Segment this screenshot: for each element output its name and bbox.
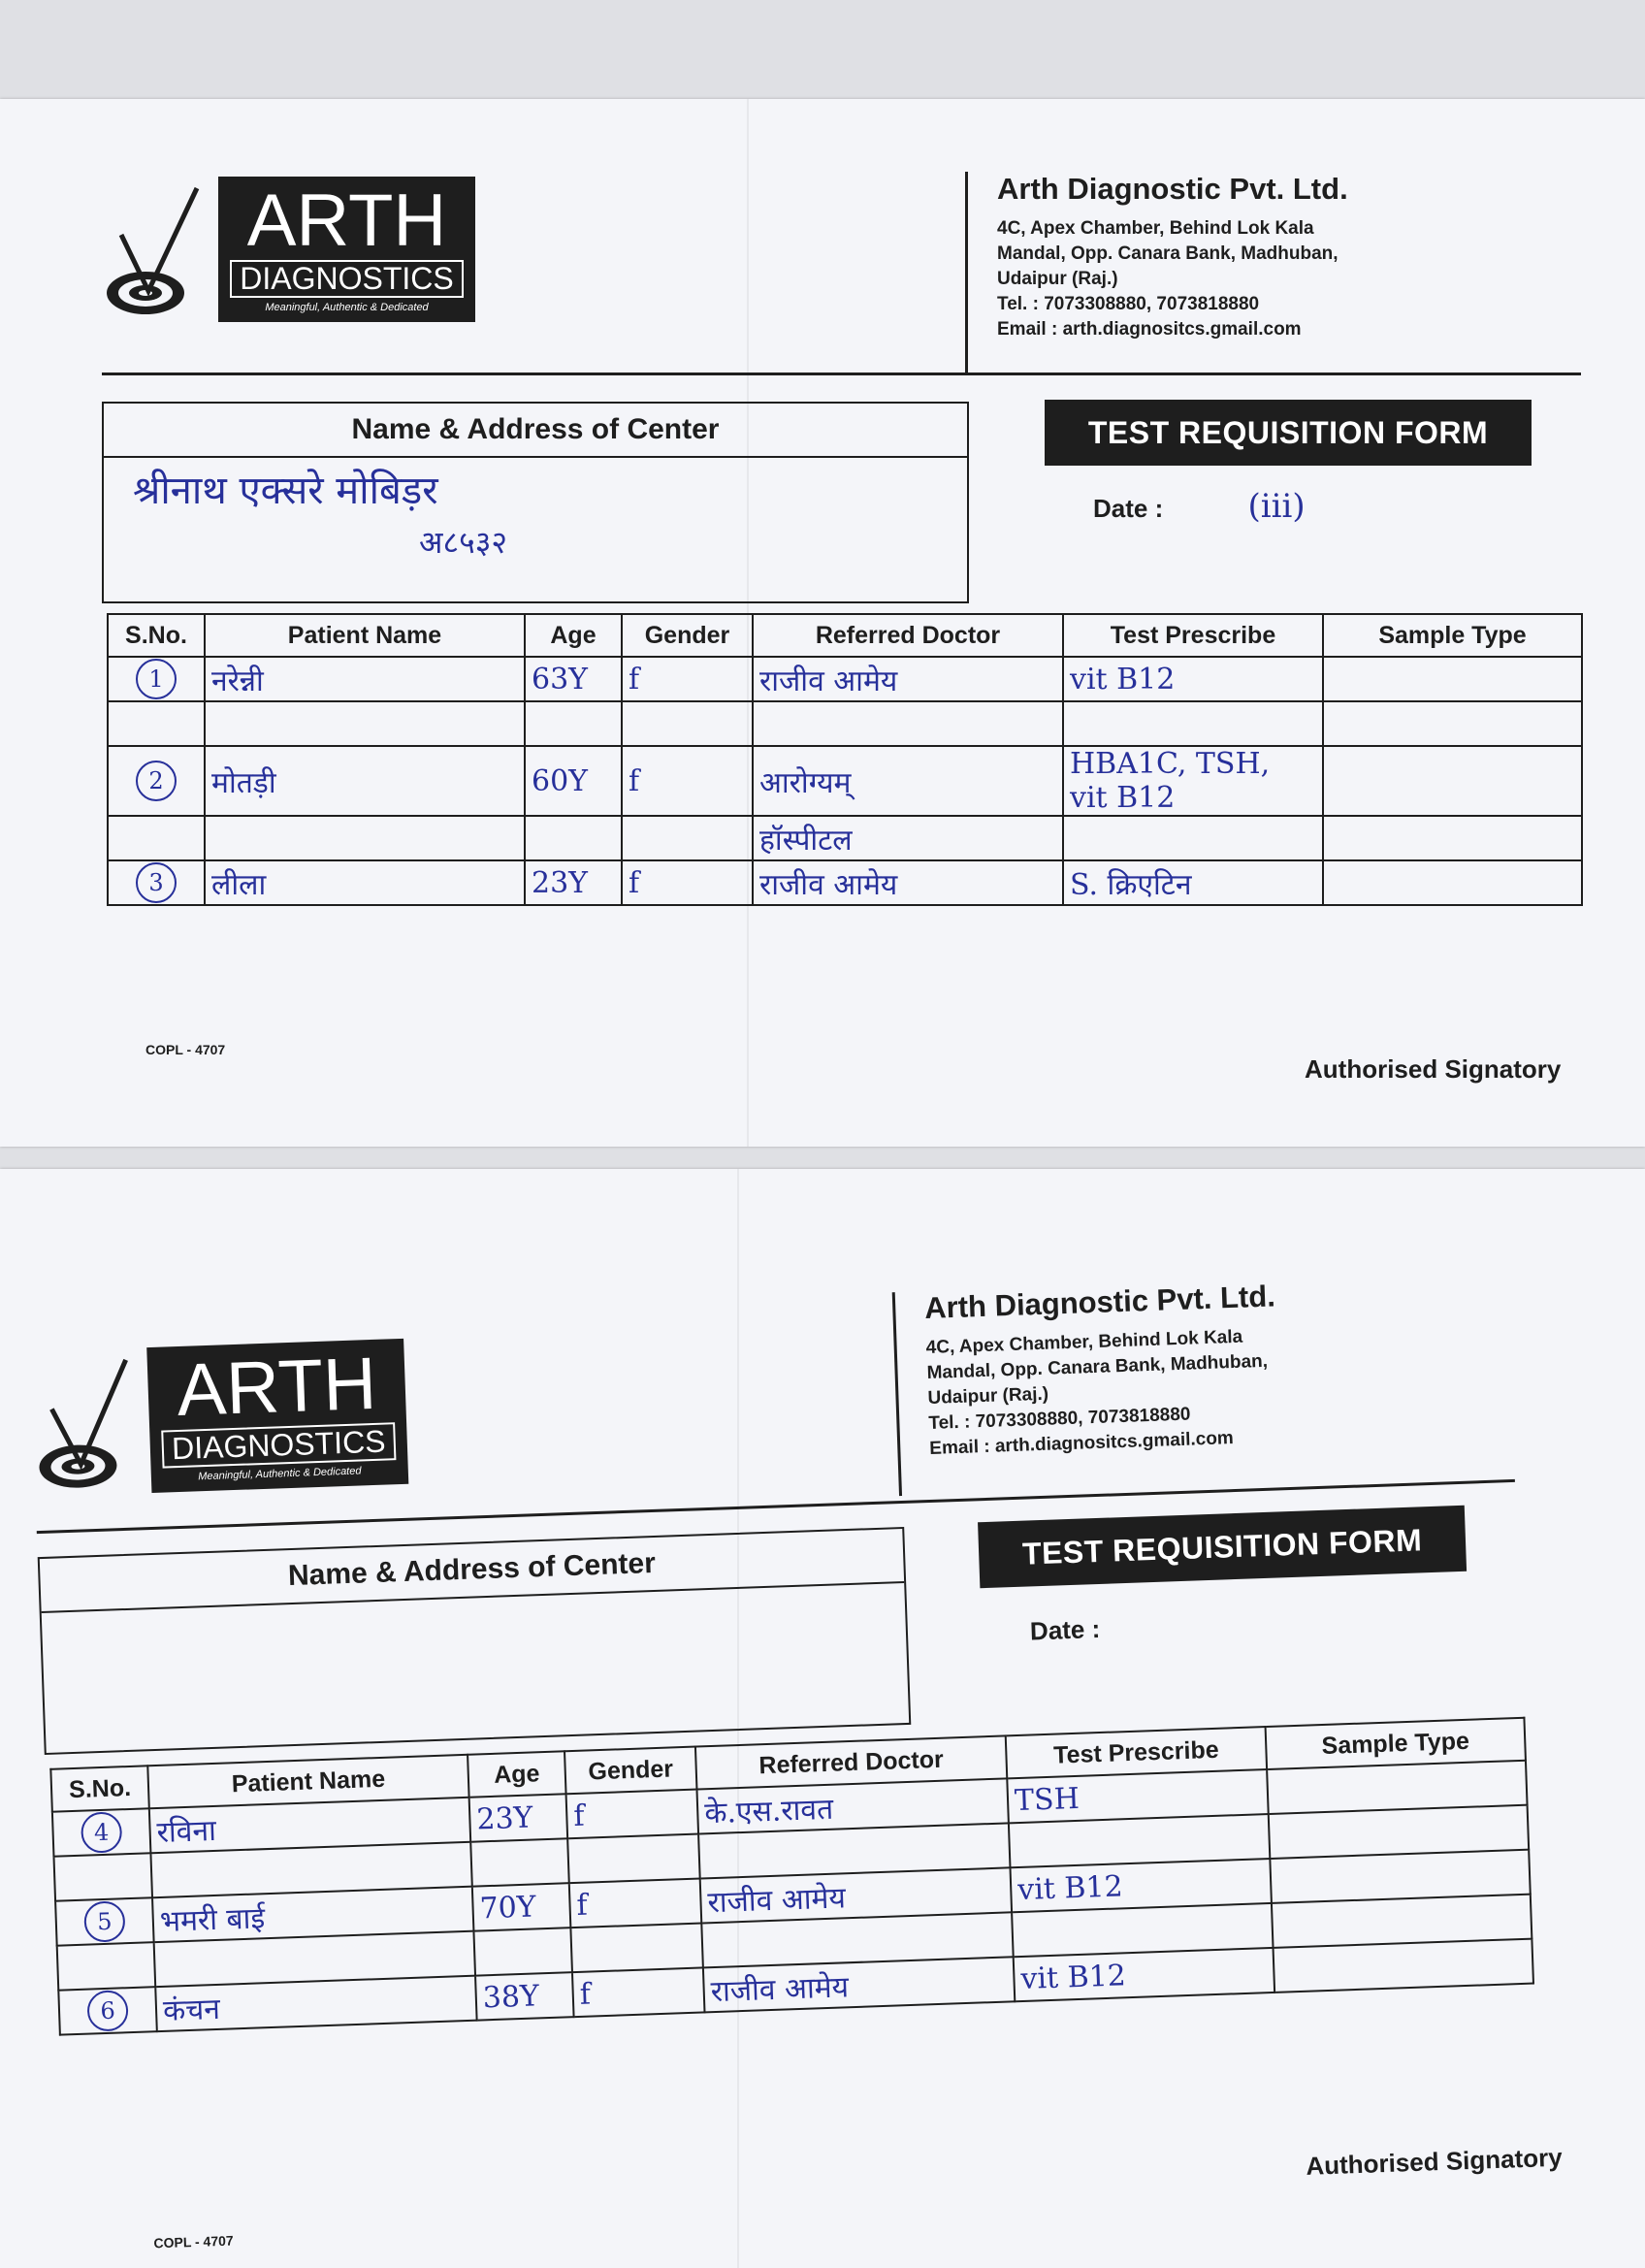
company-name: Arth Diagnostic Pvt. Ltd. <box>923 1279 1276 1326</box>
target-checkmark-icon <box>102 177 209 322</box>
gender-cell: f <box>566 1790 699 1839</box>
sno-cell <box>108 701 205 746</box>
table-row <box>108 746 1582 816</box>
patient-name-column-header: Patient Name <box>147 1755 468 1808</box>
referred-doctor-column-header: Referred Doctor <box>753 614 1063 657</box>
sno-cell <box>108 657 205 701</box>
sample-type-column-header: Sample Type <box>1323 614 1582 657</box>
company-address-1: 4C, Apex Chamber, Behind Lok Kala <box>997 218 1314 239</box>
copl-code: COPL - 4707 <box>153 2232 234 2252</box>
logo-brand: ARTH <box>246 179 447 262</box>
patient-name-cell: कंचन <box>155 1976 476 2031</box>
sample-type-cell <box>1323 657 1582 701</box>
test-prescribe-cell: vit B12 <box>1014 1948 1274 2001</box>
company-email: Email : arth.diagnositcs.gmail.com <box>928 1428 1235 1459</box>
age-column-header: Age <box>525 614 622 657</box>
patient-name-column-header: Patient Name <box>205 614 525 657</box>
test-prescribe-cell: vit B12 <box>1010 1859 1271 1912</box>
test-prescribe-cell: vit B12 <box>1063 657 1323 701</box>
test-prescribe-column-header: Test Prescribe <box>1006 1727 1267 1778</box>
patient-name-cell <box>205 816 525 860</box>
row-number-circle: 1 <box>136 659 177 699</box>
test-prescribe-cell: HBA1C, TSH, vit B12 <box>1063 746 1323 816</box>
sno-cell <box>53 1853 152 1900</box>
test-prescribe-cell <box>1063 816 1323 860</box>
age-cell: 63Y <box>525 657 622 701</box>
gender-cell <box>622 701 753 746</box>
patient-name-cell: रविना <box>149 1798 470 1853</box>
center-label: Name & Address of Center <box>40 1529 904 1613</box>
center-name-value: श्रीनाथ एक्सरे मोबिड़र <box>133 469 438 513</box>
sample-type-cell <box>1323 860 1582 905</box>
sno-cell <box>55 1897 154 1945</box>
referred-doctor-cell <box>753 701 1063 746</box>
sno-column-header: S.No. <box>108 614 205 657</box>
age-cell: 23Y <box>469 1794 568 1841</box>
gender-cell <box>570 1923 703 1972</box>
age-cell <box>470 1838 569 1886</box>
company-address-1: 4C, Apex Chamber, Behind Lok Kala <box>925 1326 1243 1359</box>
patient-table <box>107 613 1583 906</box>
age-cell <box>473 1928 572 1975</box>
arth-logo <box>102 177 480 322</box>
form-sheet-2 <box>0 1169 1645 2268</box>
date-field <box>1029 1604 1178 1648</box>
table-row <box>108 701 1582 746</box>
company-address-3: Udaipur (Raj.) <box>997 269 1118 289</box>
arth-logo <box>30 1339 413 1498</box>
referred-doctor-cell: के.एस.रावत <box>696 1778 1008 1833</box>
sample-type-column-header: Sample Type <box>1266 1718 1526 1769</box>
gender-column-header: Gender <box>622 614 753 657</box>
sample-type-cell <box>1323 701 1582 746</box>
header-divider <box>102 373 1581 375</box>
sno-cell <box>108 860 205 905</box>
target-checkmark-icon <box>30 1347 142 1497</box>
company-info <box>892 1270 1552 1496</box>
referred-doctor-cell: राजीव आमेय <box>700 1867 1012 1923</box>
patient-table <box>49 1717 1534 2036</box>
age-cell <box>525 701 622 746</box>
copl-code: COPL - 4707 <box>145 1042 226 1057</box>
gender-column-header: Gender <box>564 1747 696 1795</box>
gender-cell: f <box>572 1967 705 2017</box>
form-title: TEST REQUISITION FORM <box>978 1506 1467 1588</box>
sno-cell <box>108 816 205 860</box>
logo-brand: ARTH <box>176 1342 378 1432</box>
center-address-box <box>38 1527 912 1755</box>
logo-subtitle: DIAGNOSTICS <box>230 260 463 298</box>
gender-cell: f <box>622 746 753 816</box>
patient-name-cell: नरेन्नी <box>205 657 525 701</box>
test-prescribe-cell: TSH <box>1007 1769 1268 1823</box>
row-number-circle: 2 <box>136 761 177 801</box>
authorised-signatory: Authorised Signatory <box>1305 1054 1562 1084</box>
form-sheet-1 <box>0 99 1645 1147</box>
referred-doctor-cell: राजीव आमेय <box>753 657 1063 701</box>
sample-type-cell <box>1274 1939 1533 1993</box>
row-number-circle: 3 <box>136 862 177 903</box>
logo-subtitle: DIAGNOSTICS <box>161 1422 396 1469</box>
age-cell: 23Y <box>525 860 622 905</box>
form-title: TEST REQUISITION FORM <box>1045 400 1532 466</box>
company-email: Email : arth.diagnositcs.gmail.com <box>997 319 1302 340</box>
table-row <box>108 860 1582 905</box>
date-label: Date : <box>1093 494 1164 523</box>
date-value: (iii) <box>1247 487 1306 526</box>
row-number-circle: 5 <box>83 1900 125 1942</box>
table-row <box>108 657 1582 701</box>
patient-name-cell: मोतड़ी <box>205 746 525 816</box>
company-address-2: Mandal, Opp. Canara Bank, Madhuban, <box>926 1350 1269 1384</box>
table-row <box>108 816 1582 860</box>
row-number-circle: 4 <box>81 1811 122 1853</box>
company-address-2: Mandal, Opp. Canara Bank, Madhuban, <box>997 243 1339 264</box>
logo-tagline: Meaningful, Authentic & Dedicated <box>265 302 429 314</box>
row-number-circle: 6 <box>86 1990 128 2031</box>
patient-name-cell: भमरी बाई <box>152 1887 473 1942</box>
test-prescribe-column-header: Test Prescribe <box>1063 614 1323 657</box>
company-name: Arth Diagnostic Pvt. Ltd. <box>997 172 1348 206</box>
referred-doctor-column-header: Referred Doctor <box>695 1735 1007 1789</box>
logo-wordmark <box>146 1339 408 1493</box>
company-address-3: Udaipur (Raj.) <box>927 1383 1049 1409</box>
patient-name-cell <box>205 701 525 746</box>
authorised-signatory: Authorised Signatory <box>1305 2142 1564 2181</box>
gender-cell <box>622 816 753 860</box>
sno-cell <box>57 1942 156 1990</box>
age-cell <box>525 816 622 860</box>
sno-cell <box>108 746 205 816</box>
sample-type-cell <box>1323 816 1582 860</box>
sample-type-cell <box>1323 746 1582 816</box>
date-label: Date : <box>1029 1613 1101 1646</box>
age-column-header: Age <box>468 1751 565 1797</box>
center-label: Name & Address of Center <box>104 404 967 458</box>
center-address-box <box>102 402 969 603</box>
age-cell: 38Y <box>475 1972 574 2020</box>
referred-doctor-cell: राजीव आमेय <box>753 860 1063 905</box>
gender-cell: f <box>569 1879 702 1928</box>
sno-cell <box>52 1808 151 1856</box>
logo-wordmark <box>218 177 475 322</box>
company-phone: Tel. : 7073308880, 7073818880 <box>928 1404 1191 1434</box>
table-header-row <box>108 614 1582 657</box>
sno-cell <box>58 1987 157 2034</box>
patient-name-cell: लीला <box>205 860 525 905</box>
referred-doctor-cell: राजीव आमेय <box>703 1957 1015 2012</box>
gender-cell <box>567 1834 700 1884</box>
company-phone: Tel. : 7073308880, 7073818880 <box>997 294 1260 314</box>
referred-doctor-cell: आरोग्यम् <box>753 746 1063 816</box>
center-code-value: अ८५३२ <box>419 524 508 561</box>
age-cell: 60Y <box>525 746 622 816</box>
referred-doctor-cell: हॉस्पीटल <box>753 816 1063 860</box>
gender-cell: f <box>622 860 753 905</box>
gender-cell: f <box>622 657 753 701</box>
sno-column-header: S.No. <box>50 1766 148 1811</box>
test-prescribe-cell: S. क्रिएटिन <box>1063 860 1323 905</box>
company-info <box>965 172 1618 375</box>
test-prescribe-cell <box>1063 701 1323 746</box>
date-field <box>1093 487 1306 526</box>
age-cell: 70Y <box>472 1883 571 1930</box>
logo-tagline: Meaningful, Authentic & Dedicated <box>198 1465 362 1483</box>
